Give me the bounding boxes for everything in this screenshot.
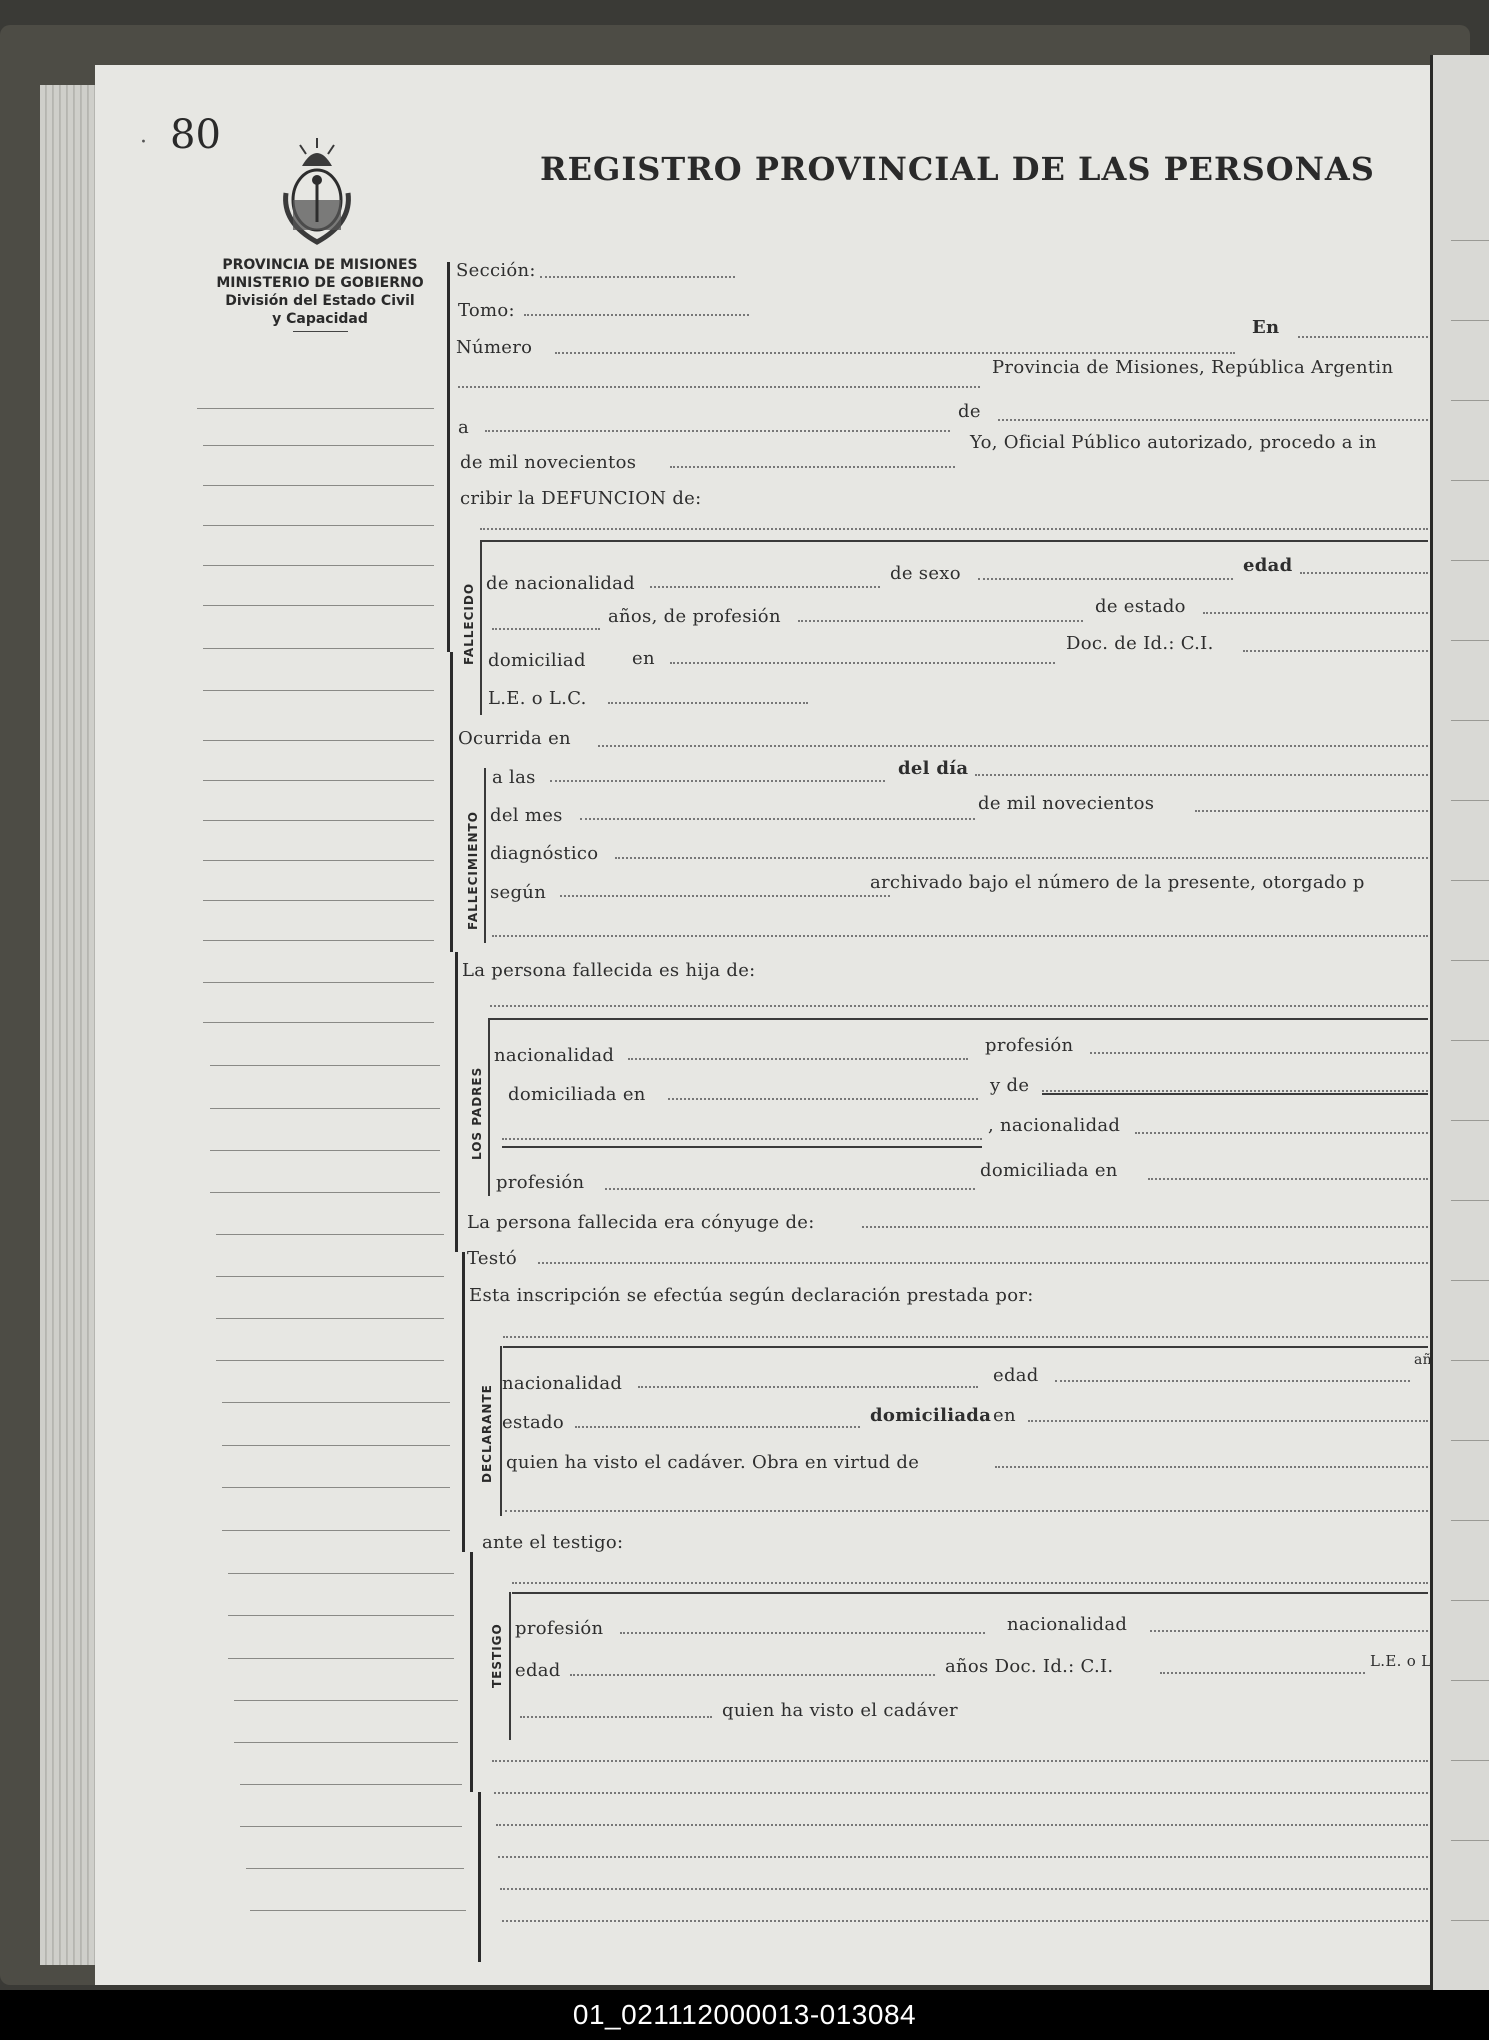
numero-field[interactable] — [555, 352, 1235, 354]
image-reference-id: 01_021112000013-013084 — [0, 1990, 1489, 2040]
label-madre-nacionalidad: , nacionalidad — [988, 1115, 1121, 1136]
agency-ministry: MINISTERIO DE GOBIERNO — [216, 275, 424, 291]
de-field[interactable] — [998, 419, 1428, 421]
page-number: 80 — [170, 112, 221, 158]
label-nacionalidad: de nacionalidad — [486, 573, 636, 594]
label-testo: Testó — [467, 1248, 518, 1269]
madre-name-field[interactable] — [1042, 1090, 1428, 1092]
conyuge-field[interactable] — [862, 1226, 1428, 1228]
label-del-dia: del día — [898, 758, 969, 779]
declarante-domicilio-field[interactable] — [1028, 1420, 1428, 1422]
otorgado-field[interactable] — [492, 935, 1428, 937]
page-mark: · — [140, 130, 147, 155]
obra-en-virtud-field[interactable] — [995, 1466, 1428, 1468]
label-del-mes: del mes — [490, 805, 563, 826]
label-ante-testigo: ante el testigo: — [482, 1532, 624, 1553]
label-archivado: archivado bajo el número de la presente, otorgado p — [870, 872, 1365, 893]
domicilio-field[interactable] — [670, 662, 1055, 664]
label-seccion: Sección: — [456, 260, 536, 281]
section-declarante: DECLARANTE — [480, 1384, 494, 1483]
label-padre-domiciliada: domiciliada en — [508, 1084, 646, 1105]
label-declarante-estado: estado — [502, 1412, 565, 1433]
declarante-estado-field[interactable] — [575, 1426, 860, 1428]
label-domiciliad: domiciliad — [488, 650, 586, 671]
label-declarante-quien: quien ha visto el cadáver. Obra en virtud de — [506, 1452, 920, 1473]
padre-name-field[interactable] — [490, 1005, 1428, 1007]
label-y-de: y de — [990, 1075, 1030, 1096]
label-le-lc: L.E. o L.C. — [488, 688, 587, 709]
label-declarante-en: en — [993, 1405, 1016, 1426]
agency-province: PROVINCIA DE MISIONES — [222, 257, 418, 273]
testo-field[interactable] — [538, 1262, 1428, 1264]
label-testigo-quien: quien ha visto el cadáver — [722, 1700, 958, 1721]
padre-domicilio-field[interactable] — [668, 1098, 978, 1100]
label-a: a — [458, 417, 470, 438]
label-padre-nacionalidad: nacionalidad — [494, 1045, 615, 1066]
nacionalidad-field[interactable] — [650, 586, 880, 588]
label-diagnostico: diagnóstico — [490, 843, 599, 864]
ocurrida-field[interactable] — [598, 745, 1428, 747]
label-de-mil-fallecimiento: de mil novecientos — [978, 793, 1155, 814]
padre-profesion-field[interactable] — [1090, 1052, 1428, 1054]
label-numero: Número — [456, 337, 533, 358]
label-testigo-profesion: profesión — [515, 1618, 604, 1639]
label-testigo-edad: edad — [515, 1660, 561, 1681]
hora-field[interactable] — [550, 780, 885, 782]
label-sexo: de sexo — [890, 563, 961, 584]
label-estado: de estado — [1095, 596, 1186, 617]
label-conyuge: La persona fallecida era cónyuge de: — [467, 1212, 815, 1233]
le-lc-field[interactable] — [608, 702, 808, 704]
testigo-nacionalidad-field[interactable] — [1150, 1630, 1428, 1632]
label-declarante-anos: añ — [1414, 1352, 1432, 1368]
profesion-field[interactable] — [798, 620, 1083, 622]
form-divider — [447, 262, 450, 652]
facing-page-edge — [1430, 55, 1489, 1990]
section-los-padres: LOS PADRES — [470, 1066, 484, 1160]
label-de: de — [958, 401, 981, 422]
argentine-coat-of-arms-icon — [276, 138, 358, 246]
ano-field[interactable] — [670, 466, 955, 468]
estado-field[interactable] — [1203, 612, 1428, 614]
segun-field[interactable] — [560, 895, 890, 897]
label-doc-id: Doc. de Id.: C.I. — [1066, 633, 1214, 654]
label-madre-domiciliada: domiciliada en — [980, 1160, 1118, 1181]
label-ocurrida: Ocurrida en — [458, 728, 571, 749]
dia-field[interactable] — [975, 774, 1428, 776]
label-declarante-domiciliada: domiciliada — [870, 1405, 992, 1426]
agency-division: División del Estado Civil — [225, 293, 415, 309]
label-madre-profesion: profesión — [496, 1172, 585, 1193]
diagnostico-field[interactable] — [615, 857, 1428, 859]
ano-fallecimiento-field[interactable] — [1195, 810, 1428, 812]
seccion-field[interactable] — [540, 276, 735, 278]
label-yo: Yo, Oficial Público autorizado, procedo a in — [970, 432, 1377, 453]
en-field[interactable] — [1298, 336, 1428, 338]
declarante-name-field[interactable] — [503, 1336, 1428, 1338]
testigo-edad-field[interactable] — [570, 1674, 935, 1676]
testigo-profesion-field[interactable] — [620, 1632, 985, 1634]
doc-ci-field[interactable] — [1243, 650, 1428, 652]
edad-field[interactable] — [1300, 572, 1428, 574]
testigo-ci-field[interactable] — [1160, 1672, 1365, 1674]
a-field[interactable] — [485, 430, 950, 432]
madre-profesion-field[interactable] — [605, 1188, 975, 1190]
provincia-field[interactable] — [458, 386, 980, 388]
issuing-agency — [195, 256, 445, 332]
label-declarante-edad: edad — [993, 1365, 1039, 1386]
label-testigo-doc: años Doc. Id.: C.I. — [945, 1656, 1114, 1677]
label-a-las: a las — [492, 767, 536, 788]
madre-nacionalidad-field[interactable] — [1135, 1132, 1428, 1134]
testigo-name-field[interactable] — [512, 1582, 1428, 1584]
madre-domicilio-field[interactable] — [1148, 1178, 1428, 1180]
section-testigo: TESTIGO — [490, 1623, 504, 1688]
sexo-field[interactable] — [978, 578, 1233, 580]
label-tomo: Tomo: — [458, 300, 515, 321]
label-declaracion: Esta inscripción se efectúa según declaración prestada por: — [469, 1285, 1034, 1306]
declarante-edad-field[interactable] — [1055, 1380, 1410, 1382]
label-declarante-nacionalidad: nacionalidad — [502, 1373, 623, 1394]
section-fallecido: FALLECIDO — [462, 582, 476, 665]
document-title: REGISTRO PROVINCIAL DE LAS PERSONAS — [540, 150, 1375, 188]
label-testigo-le: L.E. o L — [1370, 1652, 1432, 1670]
padre-nacionalidad-field[interactable] — [628, 1058, 968, 1060]
difunto-name-field[interactable] — [480, 528, 1428, 530]
label-provincia: Provincia de Misiones, República Argentin — [992, 357, 1394, 378]
mes-field[interactable] — [580, 818, 975, 820]
section-fallecimiento: FALLECIMIENTO — [466, 811, 480, 930]
label-edad: edad — [1243, 555, 1293, 576]
label-hija-de: La persona fallecida es hija de: — [462, 960, 756, 981]
tomo-field[interactable] — [524, 314, 749, 316]
label-de-mil: de mil novecientos — [460, 452, 637, 473]
label-domicilio-en: en — [632, 648, 655, 669]
declarante-nacionalidad-field[interactable] — [638, 1386, 978, 1388]
label-testigo-nacionalidad: nacionalidad — [1007, 1614, 1128, 1635]
label-padre-profesion: profesión — [985, 1035, 1074, 1056]
label-segun: según — [490, 882, 547, 903]
label-en: En — [1252, 317, 1280, 338]
label-cribir: cribir la DEFUNCION de: — [460, 488, 702, 509]
label-anos-profesion: años, de profesión — [608, 606, 781, 627]
agency-capacity: y Capacidad — [272, 311, 368, 327]
